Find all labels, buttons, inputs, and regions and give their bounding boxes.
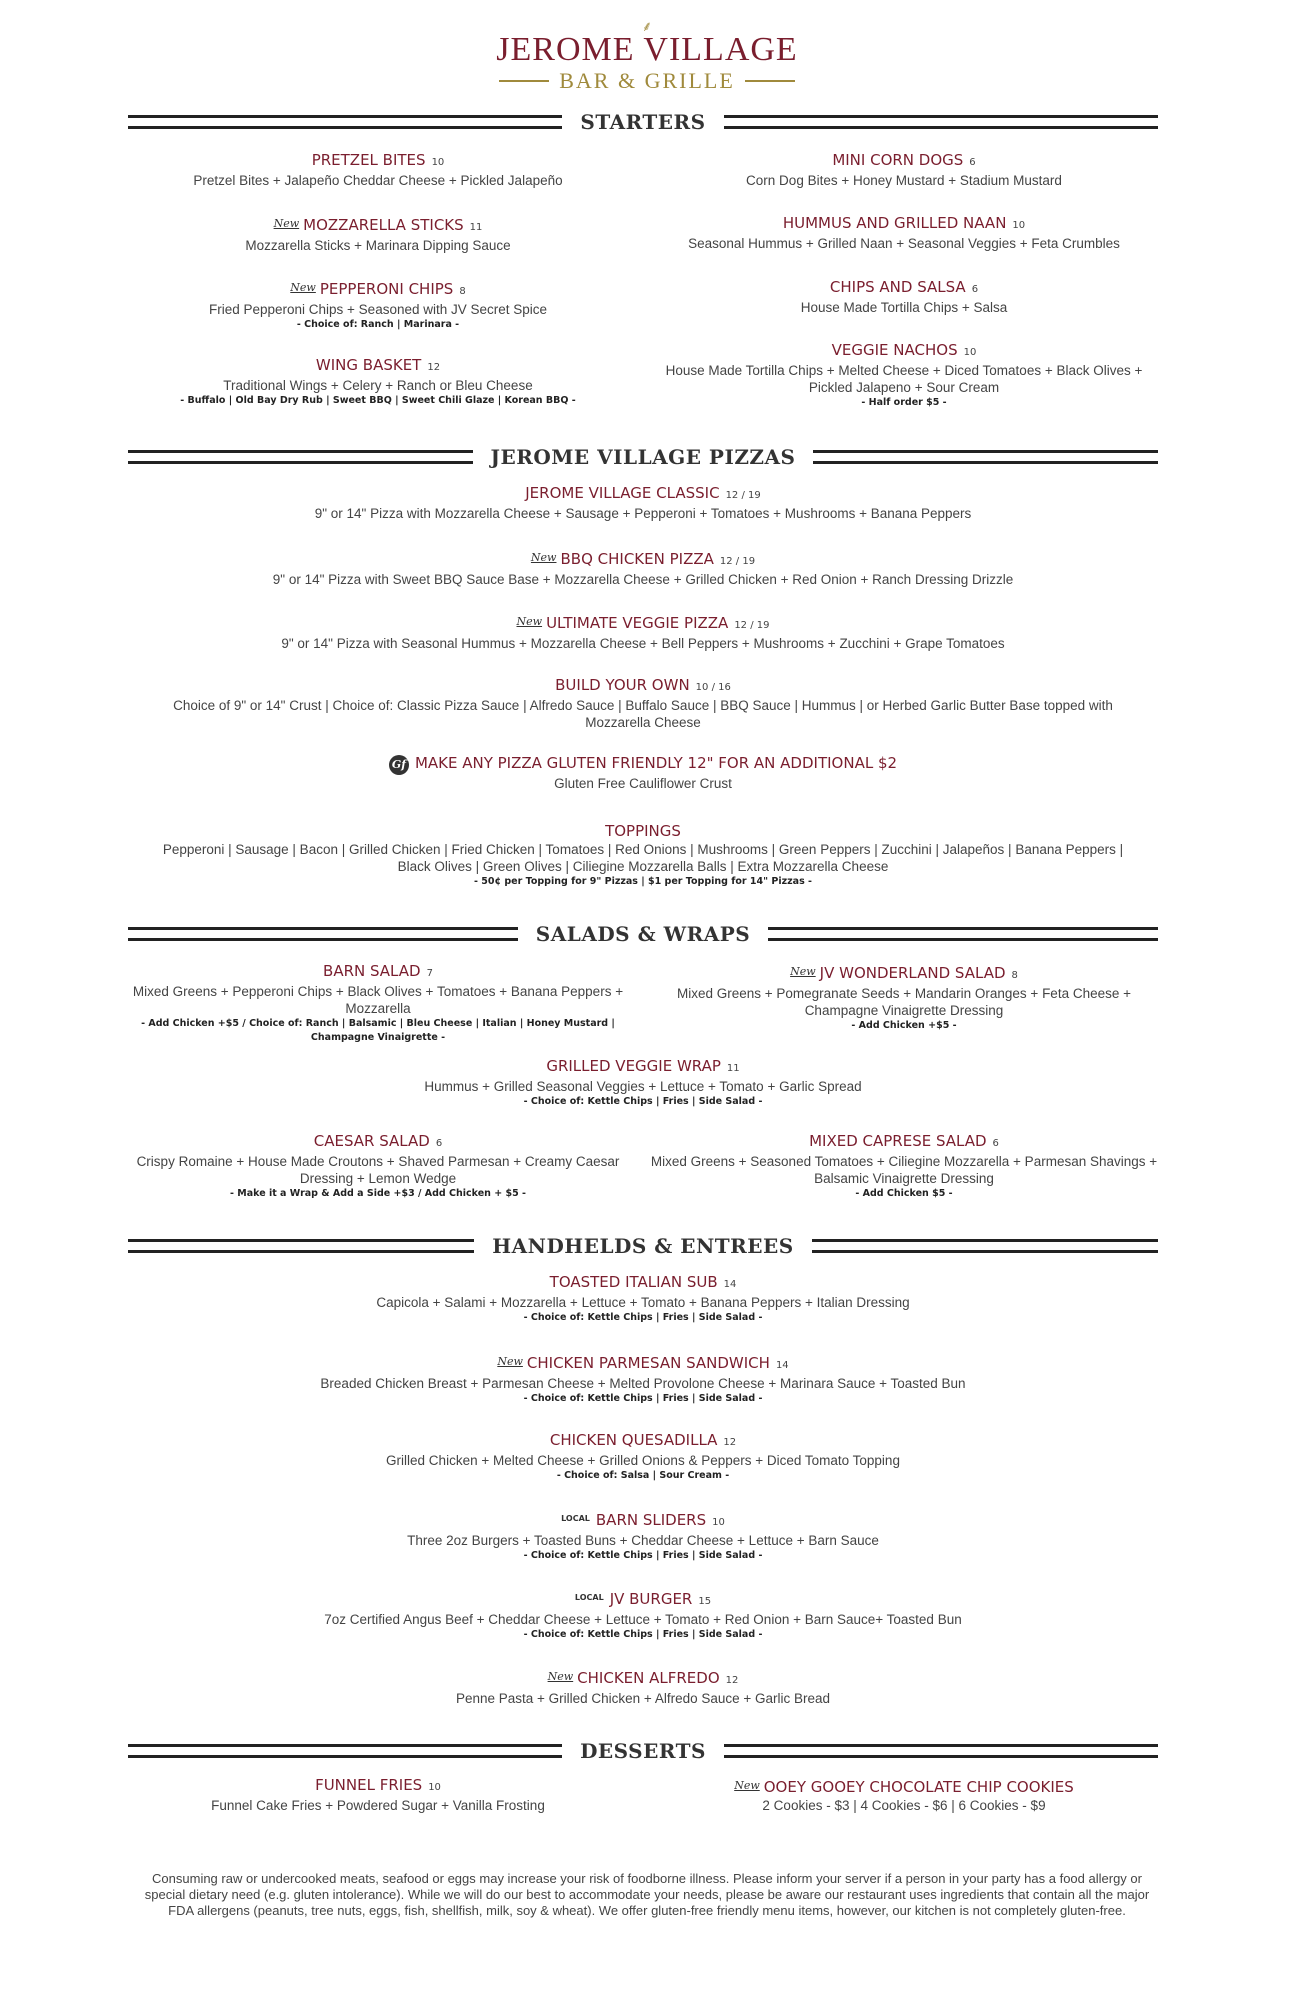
section-title: HANDHELDS & ENTREES <box>492 1234 794 1258</box>
item-title: FUNNEL FRIES <box>315 1776 423 1794</box>
item-title: BUILD YOUR OWN <box>555 676 690 694</box>
item-title: OOEY GOOEY CHOCOLATE CHIP COOKIES <box>763 1778 1074 1796</box>
item-title: BARN SLIDERS <box>595 1511 707 1529</box>
section-header-handhelds <box>128 1234 1158 1258</box>
gluten-free-icon: Gf <box>389 755 409 775</box>
section-title: SALADS & WRAPS <box>535 922 751 946</box>
item-description: Mixed Greens + Pepperoni Chips + Black Olives + Tomatoes + Banana Peppers + Mozzarella <box>132 984 624 1016</box>
item-title: CHICKEN PARMESAN SANDWICH <box>526 1354 770 1372</box>
item-name <box>128 1273 1158 1294</box>
item-name <box>650 1776 1158 1797</box>
item-name <box>128 1431 1158 1452</box>
brand-name: JEROME VILLAGE <box>496 31 798 68</box>
item-price: 6 <box>435 1138 443 1149</box>
item-title: MAKE ANY PIZZA GLUTEN FRIENDLY 12" FOR AN ADDITIONAL $2 <box>414 754 898 772</box>
item-description: Capicola + Salami + Mozzarella + Lettuce + Tomato + Banana Peppers + Italian Dressing <box>376 1295 910 1310</box>
item-options: - Make it a Wrap & Add a Side +$3 / Add Chicken + $5 - <box>230 1188 526 1199</box>
item-price: 6 <box>971 284 979 295</box>
menu-item-wing-basket <box>128 356 628 408</box>
item-options: - Choice of: Kettle Chips | Fries | Side Salad - <box>523 1629 763 1640</box>
item-options: - Half order $5 - <box>861 397 947 408</box>
item-name <box>128 1352 1158 1375</box>
item-price: 12 / 19 <box>725 490 761 501</box>
new-badge: New <box>290 281 316 294</box>
section-header-salads <box>128 922 1158 946</box>
item-description: Mozzarella Sticks + Marinara Dipping Sauce <box>245 238 511 253</box>
item-title: CHICKEN ALFREDO <box>577 1669 720 1687</box>
item-description: Traditional Wings + Celery + Ranch or Bleu Cheese <box>223 378 533 393</box>
brand-sub-text: BAR & GRILLE <box>559 68 735 93</box>
item-options: - Choice of: Salsa | Sour Cream - <box>556 1470 730 1481</box>
item-description: Mixed Greens + Pomegranate Seeds + Mandarin Oranges + Feta Cheese + Champagne Vinaigrette Dressing <box>676 986 1131 1018</box>
item-price: 8 <box>1011 970 1018 981</box>
item-price: 12 / 19 <box>734 620 770 631</box>
item-name <box>128 1588 1158 1611</box>
divider <box>128 1744 562 1758</box>
item-description: Seasonal Hummus + Grilled Naan + Seasonal Veggies + Feta Crumbles <box>688 236 1120 251</box>
divider <box>813 450 1158 464</box>
item-description: Penne Pasta + Grilled Chicken + Alfredo Sauce + Garlic Bread <box>455 1691 831 1706</box>
item-description: Corn Dog Bites + Honey Mustard + Stadium Mustard <box>746 173 1062 188</box>
item-title: GRILLED VEGGIE WRAP <box>546 1057 721 1075</box>
item-price: 12 <box>725 1675 739 1686</box>
item-name <box>128 484 1158 505</box>
item-options: - Choice of: Kettle Chips | Fries | Side Salad - <box>523 1096 763 1107</box>
new-badge: New <box>273 217 300 230</box>
item-description: 2 Cookies - $3 | 4 Cookies - $6 | 6 Cookies - $9 <box>762 1798 1046 1813</box>
item-name <box>650 151 1158 172</box>
divider <box>812 1239 1158 1253</box>
item-title: MOZZARELLA STICKS <box>303 216 464 234</box>
item-title: MINI CORN DOGS <box>832 151 964 169</box>
item-title: JV BURGER <box>609 1590 693 1608</box>
item-name <box>128 278 628 301</box>
item-name <box>650 278 1158 299</box>
item-title: BARN SALAD <box>323 962 421 980</box>
menu-item-grilled-veggie-wrap <box>128 1057 1158 1109</box>
item-price: 14 <box>775 1360 789 1371</box>
section-header-starters <box>128 110 1158 134</box>
item-description: 9" or 14" Pizza with Sweet BBQ Sauce Base + Mozzarella Cheese + Grilled Chicken + Red Onion + Ranch Dressing Drizzle <box>272 572 1014 587</box>
item-description: Choice of 9" or 14" Crust | Choice of: Classic Pizza Sauce | Alfredo Sauce | Buffalo Sauce | BBQ Sauce | Hummus | or Herbed Garlic Butter Base topped with Mozzarella Cheese <box>173 698 1113 730</box>
item-title: CHIPS AND SALSA <box>829 278 966 296</box>
menu-item-pretzel-bites <box>128 151 628 189</box>
local-badge: LOCAL <box>574 1593 604 1602</box>
menu-item-chicken-parmesan-sandwich <box>128 1352 1158 1406</box>
item-description: Mixed Greens + Seasoned Tomatoes + Ciliegine Mozzarella + Parmesan Shavings + Balsamic Vinaigrette Dressing <box>650 1154 1158 1186</box>
menu-item-veggie-nachos <box>650 341 1158 410</box>
menu-item-caesar-salad <box>128 1132 628 1201</box>
divider <box>768 927 1158 941</box>
menu-item-chocolate-chip-cookies <box>650 1776 1158 1814</box>
item-title: VEGGIE NACHOS <box>831 341 958 359</box>
divider <box>128 1239 474 1253</box>
new-badge: New <box>547 1670 574 1683</box>
item-price: 6 <box>992 1138 999 1149</box>
local-badge: LOCAL <box>561 1514 590 1523</box>
item-description: Hummus + Grilled Seasonal Veggies + Lettuce + Tomato + Garlic Spread <box>424 1079 862 1094</box>
item-name <box>128 1057 1158 1078</box>
section-title: STARTERS <box>580 110 706 134</box>
item-options: - 50¢ per Topping for 9" Pizzas | $1 per Topping for 14" Pizzas - <box>473 876 812 887</box>
item-price: 10 <box>1012 220 1026 231</box>
item-name <box>128 1667 1158 1690</box>
section-header-desserts <box>128 1739 1158 1763</box>
item-name <box>128 612 1158 635</box>
item-name <box>128 754 1158 775</box>
item-name <box>128 214 628 237</box>
item-price: 10 <box>712 1517 725 1528</box>
wheat-icon: ⸙ <box>641 19 653 35</box>
menu-item-pepperoni-chips <box>128 278 628 332</box>
divider <box>745 80 795 82</box>
item-options: - Choice of: Kettle Chips | Fries | Side Salad - <box>523 1393 763 1404</box>
item-description: Pretzel Bites + Jalapeño Cheddar Cheese + Pickled Jalapeño <box>193 173 563 188</box>
divider <box>128 927 518 941</box>
menu-item-chips-salsa <box>650 278 1158 316</box>
item-price: 12 <box>723 1437 737 1448</box>
item-title: JV WONDERLAND SALAD <box>819 964 1006 982</box>
menu-item-jv-wonderland-salad <box>650 962 1158 1033</box>
section-header-pizzas <box>128 445 1158 469</box>
item-price: 10 <box>963 347 977 358</box>
item-name <box>140 676 1146 697</box>
item-title: JEROME VILLAGE CLASSIC <box>525 484 720 502</box>
menu-item-hummus-naan <box>650 214 1158 252</box>
menu-item-mixed-caprese-salad <box>650 1132 1158 1201</box>
menu-item-mini-corn-dogs <box>650 151 1158 189</box>
item-name <box>650 214 1158 235</box>
item-name <box>128 356 628 377</box>
item-title: TOPPINGS <box>605 822 681 840</box>
item-name <box>128 1132 628 1153</box>
item-title: HUMMUS AND GRILLED NAAN <box>782 214 1007 232</box>
item-options: - Buffalo | Old Bay Dry Rub | Sweet BBQ | Sweet Chili Glaze | Korean BBQ - <box>180 395 576 406</box>
divider <box>128 450 473 464</box>
item-price: 11 <box>469 222 483 233</box>
divider <box>499 80 549 82</box>
item-price: 14 <box>723 1279 737 1290</box>
menu-item-barn-sliders <box>128 1509 1158 1563</box>
item-title: PEPPERONI CHIPS <box>319 280 454 298</box>
item-name <box>128 962 628 983</box>
item-description: Gluten Free Cauliflower Crust <box>554 776 732 791</box>
item-description: Breaded Chicken Breast + Parmesan Cheese + Melted Provolone Cheese + Marinara Sauce + Toasted Bun <box>320 1376 966 1391</box>
item-price: 8 <box>459 286 466 297</box>
item-name <box>650 341 1158 362</box>
menu-item-jv-classic <box>128 484 1158 522</box>
item-options: - Add Chicken +$5 / Choice of: Ranch | Balsamic | Bleu Cheese | Italian | Honey Mustard | Champagne Vinaigrette - <box>141 1018 615 1043</box>
menu-item-toasted-italian-sub <box>128 1273 1158 1325</box>
menu-item-barn-salad <box>128 962 628 1045</box>
item-description: Crispy Romaine + House Made Croutons + Shaved Parmesan + Creamy Caesar Dressing + Lemon Wedge <box>136 1154 620 1186</box>
menu-item-funnel-fries <box>128 1776 628 1814</box>
menu-item-bbq-chicken-pizza <box>128 548 1158 588</box>
item-description: 9" or 14" Pizza with Seasonal Hummus + Mozzarella Cheese + Bell Peppers + Mushrooms + Zucchini + Grape Tomatoes <box>281 636 1005 651</box>
item-description: House Made Tortilla Chips + Melted Cheese + Diced Tomatoes + Black Olives + Pickled Jalapeno + Sour Cream <box>665 363 1143 395</box>
item-title: ULTIMATE VEGGIE PIZZA <box>546 614 729 632</box>
item-options: - Add Chicken $5 - <box>855 1188 953 1199</box>
item-description: Pepperoni | Sausage | Bacon | Grilled Chicken | Fried Chicken | Tomatoes | Red Onions | Mushrooms | Green Peppers | Zucchini | Jalapeños | Banana Peppers | Black Olives | Green Olives | Ciliegine Mozzarella Balls | Extra Mozzarella Cheese <box>162 842 1124 874</box>
new-badge: New <box>516 615 543 628</box>
menu-item-gluten-friendly <box>128 754 1158 792</box>
menu-item-toppings <box>145 822 1141 889</box>
item-price: 12 / 19 <box>719 556 756 567</box>
item-description: House Made Tortilla Chips + Salsa <box>800 300 1008 315</box>
item-description: 7oz Certified Angus Beef + Cheddar Cheese + Lettuce + Tomato + Red Onion + Barn Sauce+ Toasted Bun <box>324 1612 962 1627</box>
item-title: BBQ CHICKEN PIZZA <box>560 550 714 568</box>
item-description: 9" or 14" Pizza with Mozzarella Cheese + Sausage + Pepperoni + Tomatoes + Mushrooms + Banana Peppers <box>314 506 972 521</box>
item-description: Funnel Cake Fries + Powdered Sugar + Vanilla Frosting <box>211 1798 545 1813</box>
item-price: 6 <box>969 157 976 168</box>
item-price: 10 <box>428 1782 441 1793</box>
item-name <box>128 548 1158 571</box>
new-badge: New <box>790 965 816 978</box>
menu-item-chicken-alfredo <box>128 1667 1158 1707</box>
item-options: - Choice of: Kettle Chips | Fries | Side Salad - <box>523 1550 763 1561</box>
section-title: DESSERTS <box>580 1739 706 1763</box>
item-options: - Choice of: Ranch | Marinara - <box>296 319 460 330</box>
section-title: JEROME VILLAGE PIZZAS <box>490 445 796 469</box>
menu-item-build-your-own <box>140 676 1146 731</box>
menu-item-jv-burger <box>128 1588 1158 1642</box>
item-name <box>128 1776 628 1797</box>
item-title: PRETZEL BITES <box>311 151 426 169</box>
item-price: 7 <box>426 968 433 979</box>
item-price: 10 <box>431 157 445 168</box>
divider <box>724 1744 1158 1758</box>
brand-logo <box>0 20 1294 94</box>
divider <box>128 115 562 129</box>
item-price: 12 <box>427 362 441 373</box>
item-title: CAESAR SALAD <box>313 1132 430 1150</box>
menu-item-mozzarella-sticks <box>128 214 628 254</box>
item-title: WING BASKET <box>315 356 422 374</box>
item-price: 11 <box>726 1063 740 1074</box>
item-title: MIXED CAPRESE SALAD <box>809 1132 987 1150</box>
item-name <box>128 1509 1158 1532</box>
divider <box>724 115 1158 129</box>
new-badge: New <box>497 1355 523 1368</box>
item-description: Three 2oz Burgers + Toasted Buns + Cheddar Cheese + Lettuce + Barn Sauce <box>407 1533 879 1548</box>
new-badge: New <box>734 1779 760 1792</box>
new-badge: New <box>530 551 557 564</box>
allergen-disclaimer: Consuming raw or undercooked meats, seafood or eggs may increase your risk of foodborne illness. Please inform your server if a person in your party has a food allergy or special dietary need (e.g. gluten intolerance). While we will do our best to accommodate your needs, please be aware our restaurant uses ingredients that contain all the major FDA allergens (peanuts, tree nuts, eggs, fish, shellfish, milk, soy & wheat). We offer gluten-free friendly menu items, however, our kitchen is not completely gluten-free. <box>144 1871 1150 1918</box>
item-name <box>650 962 1158 985</box>
item-price: 15 <box>698 1596 712 1607</box>
item-price: 10 / 16 <box>695 682 731 693</box>
item-options: - Choice of: Kettle Chips | Fries | Side Salad - <box>523 1312 763 1323</box>
item-description: Grilled Chicken + Melted Cheese + Grilled Onions & Peppers + Diced Tomato Topping <box>386 1453 900 1468</box>
item-title: TOASTED ITALIAN SUB <box>549 1273 718 1291</box>
item-name <box>145 822 1141 841</box>
item-name <box>650 1132 1158 1153</box>
brand-subtitle <box>0 68 1294 94</box>
menu-item-ultimate-veggie-pizza <box>128 612 1158 652</box>
item-options: - Add Chicken +$5 - <box>851 1020 957 1031</box>
item-description: Fried Pepperoni Chips + Seasoned with JV Secret Spice <box>208 302 548 317</box>
item-title: CHICKEN QUESADILLA <box>549 1431 718 1449</box>
menu-item-chicken-quesadilla <box>128 1431 1158 1483</box>
item-name <box>128 151 628 172</box>
